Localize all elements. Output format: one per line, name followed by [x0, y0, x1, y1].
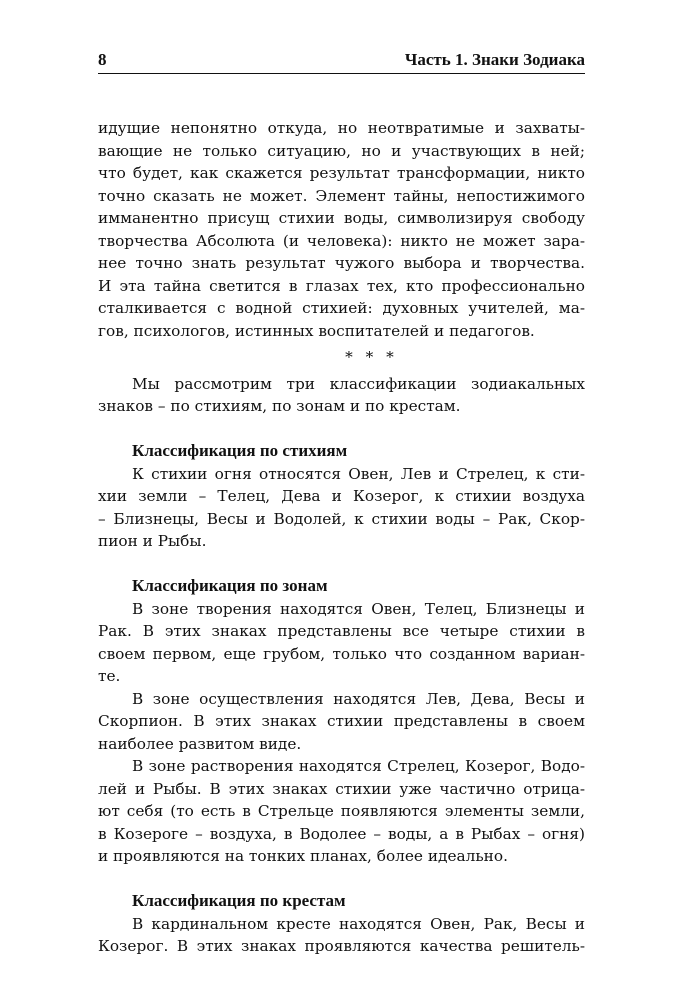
- text-line: что будет, как скажется результат трансформации, никто: [98, 164, 585, 182]
- text-line: К стихии огня относятся Овен, Лев и Стрелец, к сти-: [132, 464, 585, 483]
- text-line: знаков – по стихиям, по зонам и по крестам.: [98, 397, 461, 415]
- section-separator: * * *: [345, 348, 398, 366]
- zones-paragraph-1: [98, 598, 585, 688]
- text-line: В зоне растворения находятся Стрелец, Козерог, Водо-: [132, 757, 585, 775]
- text-line: хии земли – Телец, Дева и Козерог, к стихии воздуха: [98, 487, 585, 505]
- intro-paragraph: [98, 117, 585, 342]
- page-number: 8: [98, 50, 107, 69]
- page-header: [98, 44, 585, 70]
- zones-paragraph-3: [98, 755, 585, 868]
- text-line: наиболее развитом виде.: [98, 734, 302, 753]
- text-line: имманентно присущ стихии воды, символизируя свободу: [98, 209, 585, 227]
- text-line: Мы рассмотрим три классификации зодиакальных: [132, 374, 585, 393]
- section-heading-crosses: Классификация по крестам: [132, 891, 346, 910]
- text-line: И эта тайна светится в глазах тех, кто профессионально: [98, 276, 585, 295]
- text-line: сталкивается с водной стихией: духовных учителей, ма-: [98, 299, 585, 317]
- section-heading-elements: Классификация по стихиям: [132, 441, 348, 460]
- page-body: [98, 117, 585, 958]
- running-title: Часть 1. Знаки Зодиака: [404, 50, 585, 69]
- text-line: те.: [98, 667, 121, 685]
- text-line: вающие не только ситуацию, но и участвующих в ней;: [98, 141, 585, 160]
- text-line: Рак. В этих знаках представлены все четыре стихии в: [98, 622, 585, 640]
- text-line: В зоне осуществления находятся Лев, Дева, Весы и: [132, 689, 585, 708]
- text-line: в Козероге – воздуха, в Водолее – воды, а в Рыбах – огня): [98, 824, 585, 843]
- text-line: В зоне творения находятся Овен, Телец, Близнецы и: [132, 599, 585, 618]
- text-line: Скорпион. В этих знаках стихии представлены в своем: [98, 712, 585, 730]
- text-line: пион и Рыбы.: [98, 532, 207, 550]
- text-line: лей и Рыбы. В этих знаках стихии уже частично отрица-: [98, 779, 585, 798]
- text-line: своем первом, еще грубом, только что созданном вариан-: [98, 644, 585, 663]
- section-heading-zones: Классификация по зонам: [132, 576, 328, 595]
- text-line: нее точно знать результат чужого выбора и творчества.: [98, 254, 585, 272]
- text-line: гов, психологов, истинных воспитателей и педагогов.: [98, 321, 535, 340]
- header-rule: [98, 73, 585, 74]
- text-line: и проявляются на тонких планах, более идеально.: [98, 847, 508, 865]
- crosses-paragraph: [98, 913, 585, 958]
- text-line: – Близнецы, Весы и Водолей, к стихии воды – Рак, Скор-: [98, 509, 585, 528]
- overview-paragraph: [98, 373, 585, 418]
- text-line: Козерог. В этих знаках проявляются качества решитель-: [98, 937, 585, 955]
- text-line: В кардинальном кресте находятся Овен, Рак, Весы и: [132, 914, 585, 933]
- text-line: ют себя (то есть в Стрельце появляются элементы земли,: [98, 802, 585, 820]
- text-line: творчества Абсолюта (и человека): никто не может зара-: [98, 231, 585, 250]
- elements-paragraph: [98, 463, 585, 553]
- text-line: точно сказать не может. Элемент тайны, непостижимого: [98, 186, 585, 205]
- zones-paragraph-2: [98, 688, 585, 756]
- text-line: идущие непонятно откуда, но неотвратимые и захваты-: [98, 119, 585, 137]
